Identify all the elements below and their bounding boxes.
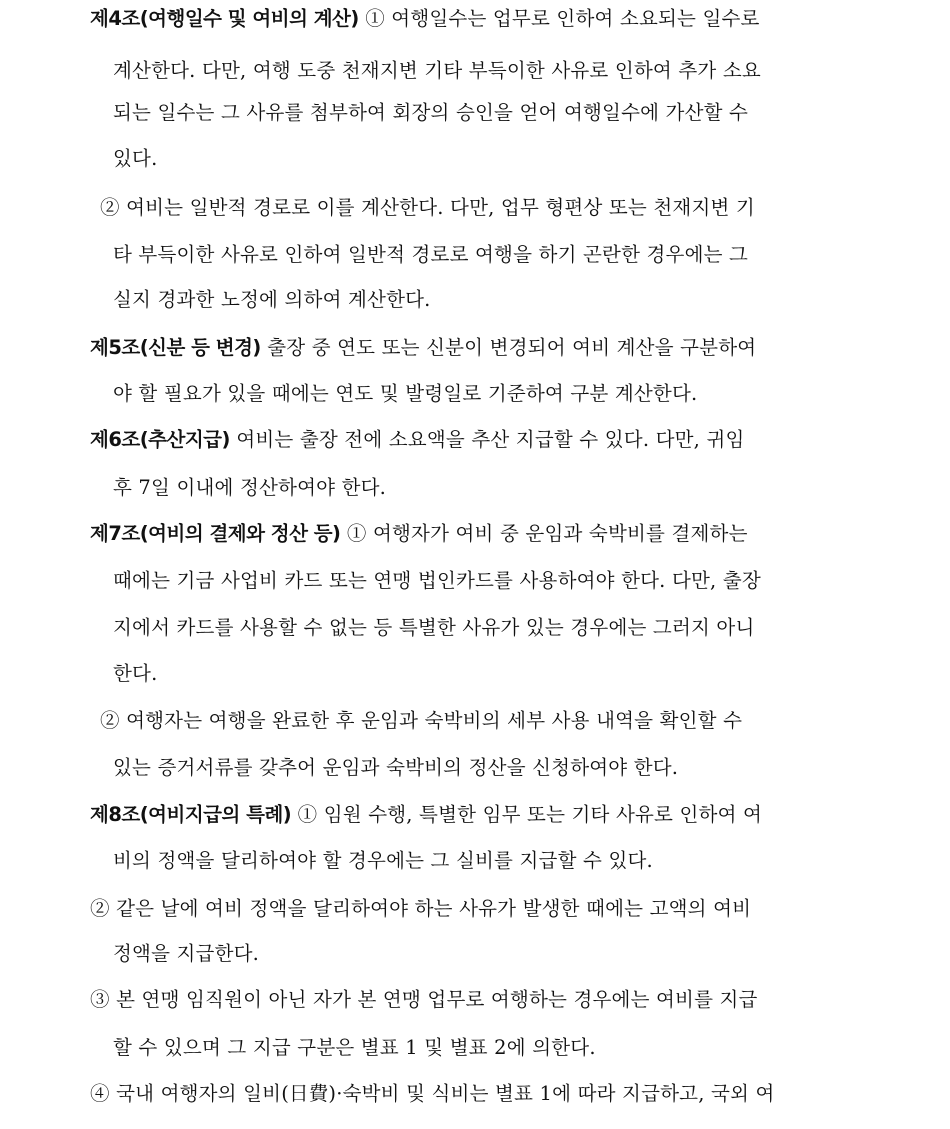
article-5-line-2: 야 할 필요가 있을 때에는 연도 및 발령일로 기준하여 구분 계산한다. xyxy=(113,382,698,405)
article-8-line-1 xyxy=(90,803,762,827)
article-4-para-2-line-2: 타 부득이한 사유로 인하여 일반적 경로로 여행을 하기 곤란한 경우에는 그 xyxy=(113,243,749,266)
article-8-para-2-line-1: ② 같은 날에 여비 정액을 달리하여야 하는 사유가 발생한 때에는 고액의 여비 xyxy=(90,897,752,920)
article-4-line-3: 되는 일수는 그 사유를 첨부하여 회장의 승인을 얻어 여행일수에 가산할 수 xyxy=(113,101,749,124)
article-4-line-4: 있다. xyxy=(113,147,158,170)
article-8-para-4-line-1: ④ 국내 여행자의 일비(日費)·숙박비 및 식비는 별표 1에 따라 지급하고, 국외 여 xyxy=(90,1082,775,1105)
article-7-heading: 제7조(여비의 결제와 정산 등) xyxy=(90,522,341,545)
article-5-text: 출장 중 연도 또는 신분이 변경되어 여비 계산을 구분하여 xyxy=(260,336,757,359)
article-7-text: ① 여행자가 여비 중 운임과 숙박비를 결제하는 xyxy=(340,522,748,545)
article-4-line-1 xyxy=(90,7,760,31)
article-8-heading: 제8조(여비지급의 특례) xyxy=(90,803,292,826)
article-7-line-4: 한다. xyxy=(113,662,158,685)
article-8-text: ① 임원 수행, 특별한 임무 또는 기타 사유로 인하여 여 xyxy=(291,803,763,826)
article-6-heading: 제6조(추산지급) xyxy=(90,428,230,451)
article-6-line-2: 후 7일 이내에 정산하여야 한다. xyxy=(113,476,387,499)
article-4-para-2-line-3: 실지 경과한 노정에 의하여 계산한다. xyxy=(113,288,431,311)
article-5-heading: 제5조(신분 등 변경) xyxy=(90,336,261,359)
article-7-line-3: 지에서 카드를 사용할 수 없는 등 특별한 사유가 있는 경우에는 그러지 아니 xyxy=(113,616,755,639)
article-7-line-2: 때에는 기금 사업비 카드 또는 연맹 법인카드를 사용하여야 한다. 다만, 출장 xyxy=(113,569,761,592)
article-7-line-1 xyxy=(90,522,748,546)
article-7-para-2-line-1: ② 여행자는 여행을 완료한 후 운임과 숙박비의 세부 사용 내역을 확인할 수 xyxy=(100,709,743,732)
article-8-para-3-line-1: ③ 본 연맹 임직원이 아닌 자가 본 연맹 업무로 여행하는 경우에는 여비를 지급 xyxy=(90,988,758,1011)
article-4-text: ① 여행일수는 업무로 인하여 소요되는 일수로 xyxy=(358,7,760,30)
article-7-para-2-line-2: 있는 증거서류를 갖추어 운임과 숙박비의 정산을 신청하여야 한다. xyxy=(113,756,679,779)
article-4-heading: 제4조(여행일수 및 여비의 계산) xyxy=(90,7,359,30)
article-8-line-2: 비의 정액을 달리하여야 할 경우에는 그 실비를 지급할 수 있다. xyxy=(113,849,653,872)
article-8-para-3-line-2: 할 수 있으며 그 지급 구분은 별표 1 및 별표 2에 의한다. xyxy=(113,1036,596,1059)
article-4-para-2-line-1: ② 여비는 일반적 경로로 이를 계산한다. 다만, 업무 형편상 또는 천재지변 기 xyxy=(100,196,755,219)
article-6-line-1 xyxy=(90,428,745,452)
article-4-line-2: 계산한다. 다만, 여행 도중 천재지변 기타 부득이한 사유로 인하여 추가 소요 xyxy=(113,59,761,82)
article-6-text: 여비는 출장 전에 소요액을 추산 지급할 수 있다. 다만, 귀임 xyxy=(229,428,745,451)
article-5-line-1 xyxy=(90,336,756,360)
article-8-para-2-line-2: 정액을 지급한다. xyxy=(113,942,260,965)
